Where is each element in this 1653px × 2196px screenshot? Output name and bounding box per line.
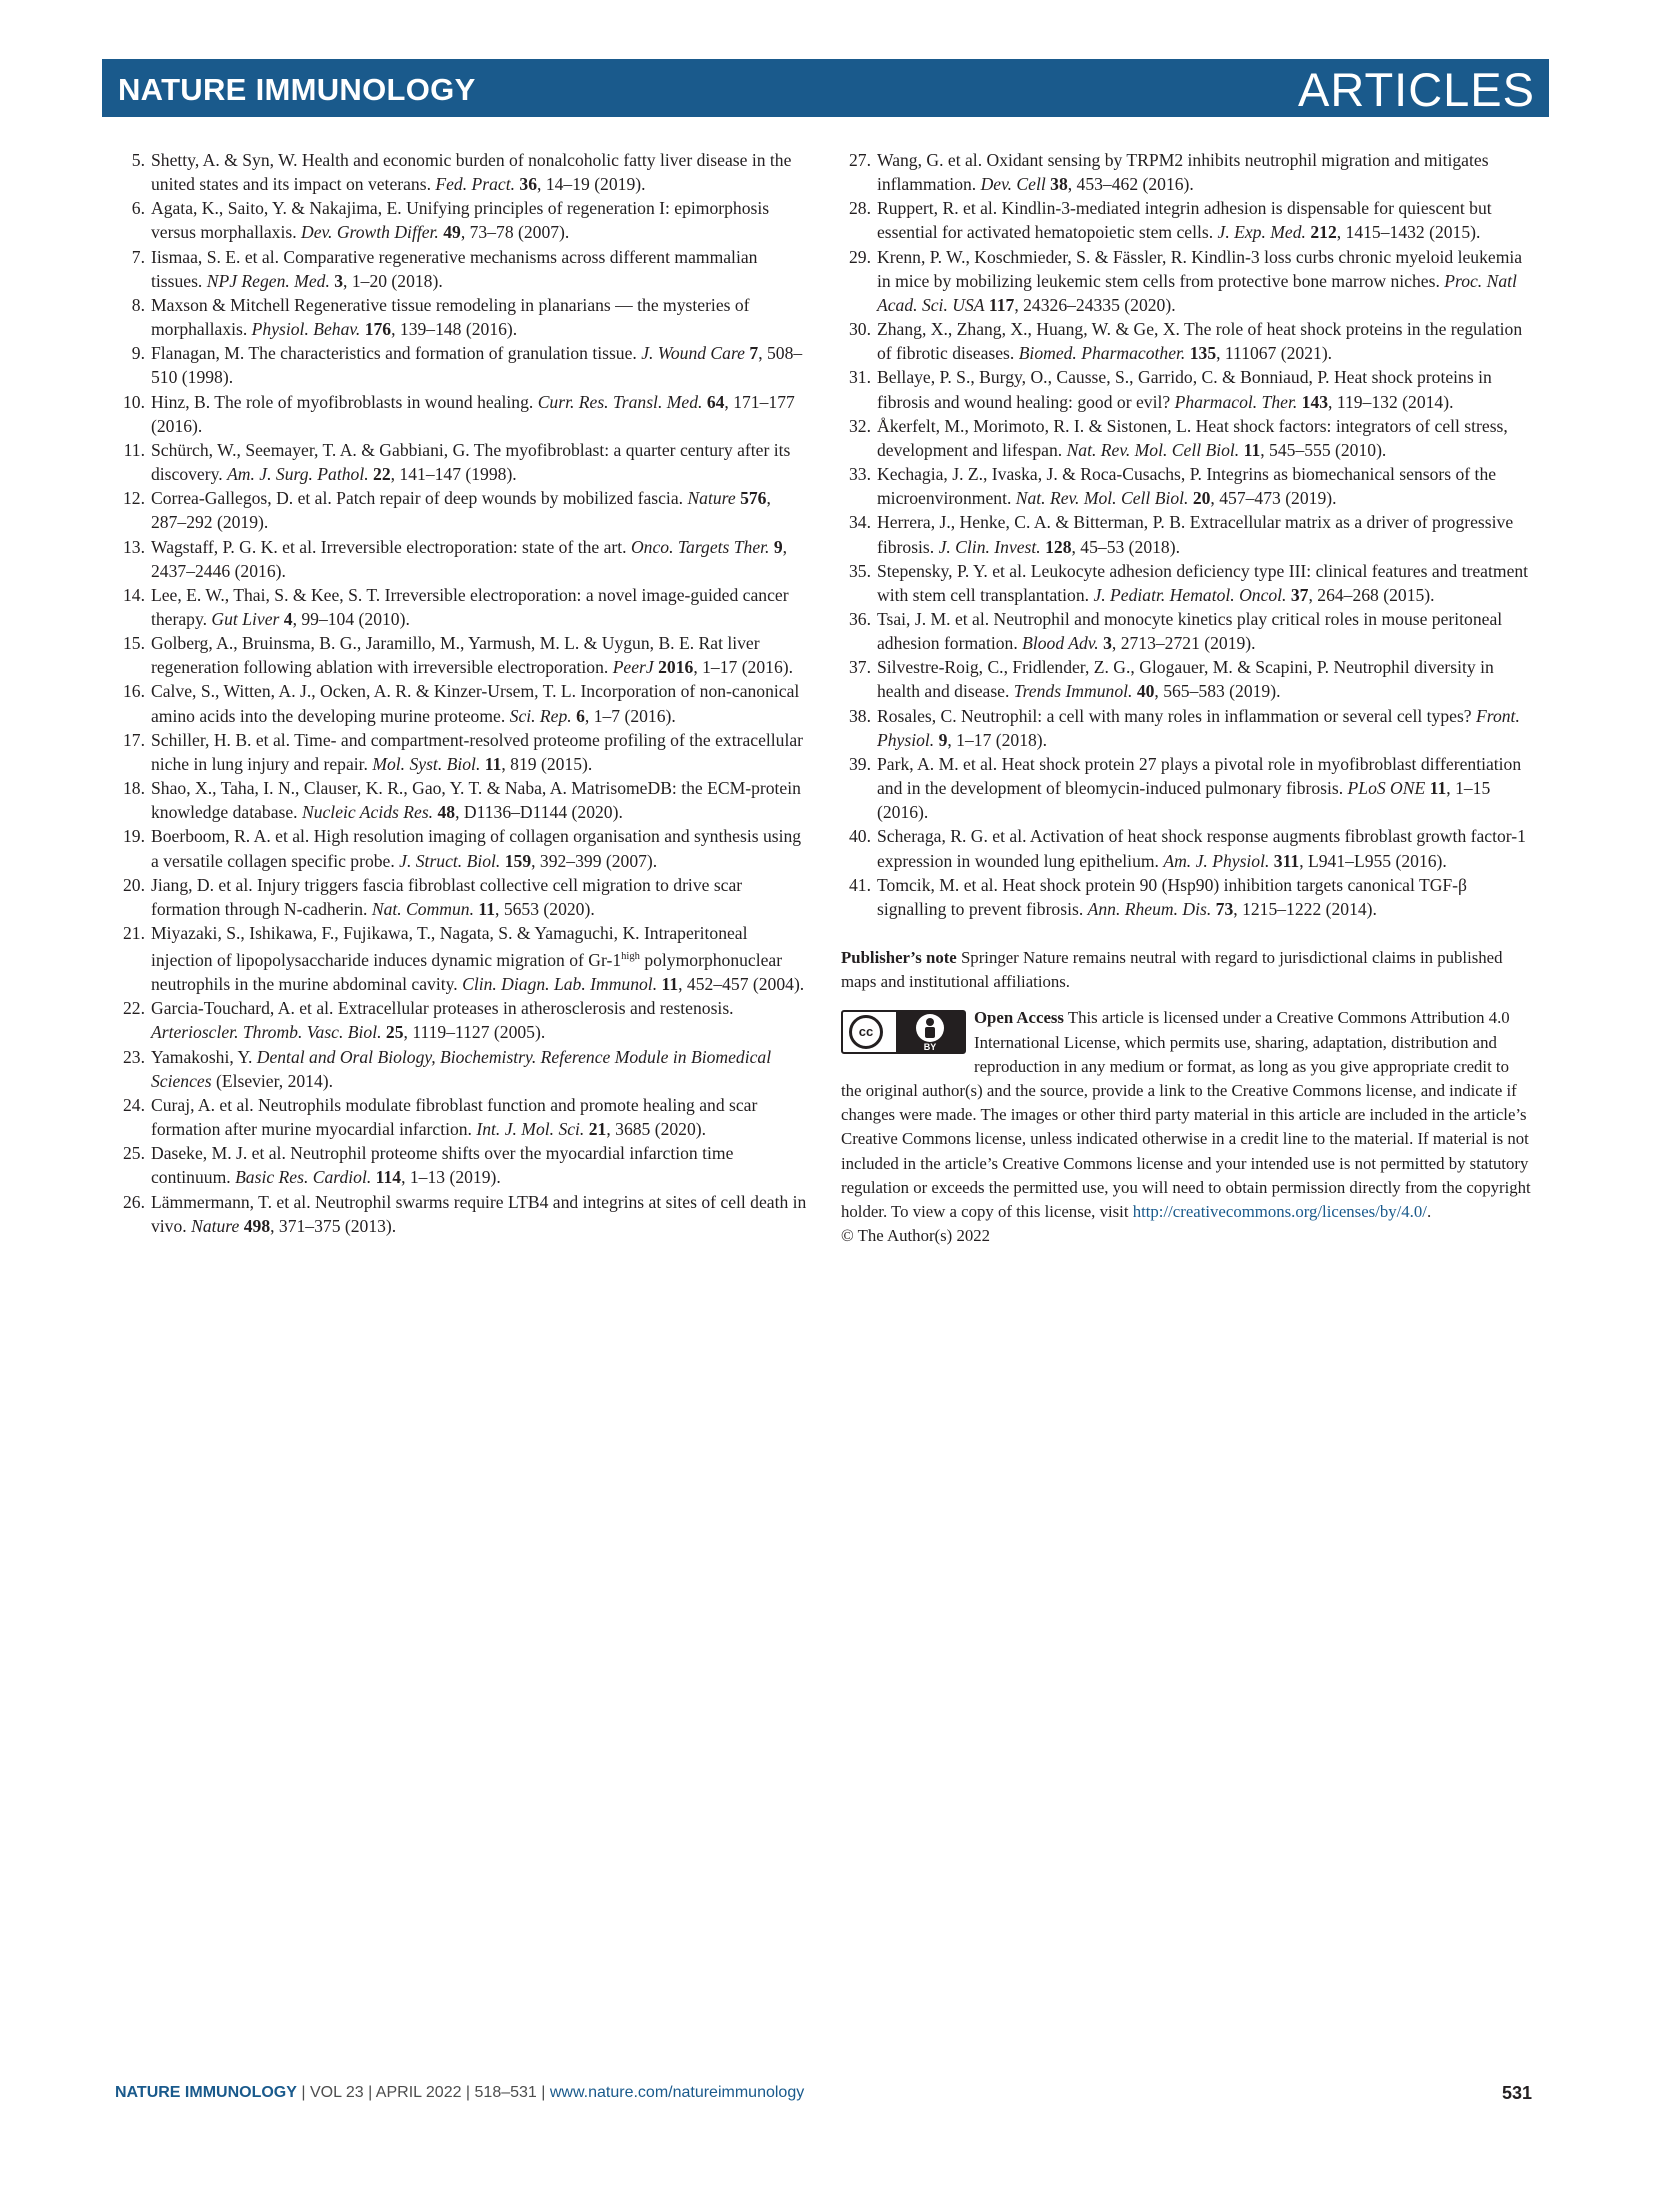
reference-text: Schürch, W., Seemayer, T. A. & Gabbiani, G. The myofibroblast: a quarter century after its discovery. Am. J. Surg. Pathol. 22, 141–147 (1998). bbox=[151, 439, 791, 485]
reference-item bbox=[841, 462, 1531, 510]
reference-text: Rosales, C. Neutrophil: a cell with many roles in inflammation or several cell types? Front. Physiol. 9, 1–17 (2018). bbox=[877, 705, 1520, 750]
reference-item bbox=[841, 704, 1531, 752]
reference-number: 16. bbox=[123, 681, 145, 702]
reference-item bbox=[115, 245, 807, 293]
reference-item bbox=[115, 631, 807, 679]
open-access-text: This article is licensed under a Creative Commons Attribution 4.0 International License, which permits use, sharing, adaptation, distribution and reproduction in any medium or format, as long as you give appropriate credit to the original author(s) and the source, provide a link to the Creative Commons license, and indicate if changes were made. The images or other third party material in this article are included in the article’s Creative Commons license, unless indicated otherwise in a credit line to the material. If material is not included in the article’s Creative Commons license and your intended use is not permitted by statutory regulation or exceeds the permitted use, you will need to obtain permission directly from the copyright holder. To view a copy of this license, visit bbox=[841, 1008, 1531, 1222]
reference-item bbox=[115, 1045, 807, 1093]
reference-number: 20. bbox=[123, 874, 145, 895]
reference-text: Tomcik, M. et al. Heat shock protein 90 (Hsp90) inhibition targets canonical TGF-β signalling to prevent fibrosis. Ann. Rheum. Dis. 73, 1215–1222 (2014). bbox=[877, 874, 1467, 919]
license-link-period: . bbox=[1426, 1202, 1432, 1222]
reference-number: 25. bbox=[123, 1143, 145, 1164]
by-icon bbox=[896, 1012, 964, 1052]
reference-text: Krenn, P. W., Koschmieder, S. & Fässler, R. Kindlin-3 loss curbs chronic myeloid leukemia in mice by mobilizing leukemic stem cells from protective bone marrow niches. Proc. Natl Acad. Sci. USA 117, 24326–24335 (2020). bbox=[877, 246, 1523, 315]
reference-item bbox=[115, 776, 807, 824]
reference-item bbox=[115, 486, 807, 534]
reference-item bbox=[841, 752, 1531, 824]
reference-text: Tsai, J. M. et al. Neutrophil and monocyte kinetics play critical roles in mouse peritoneal adhesion formation. Blood Adv. 3, 2713–2721 (2019). bbox=[877, 608, 1503, 654]
reference-text: Zhang, X., Zhang, X., Huang, W. & Ge, X. The role of heat shock proteins in the regulation of fibrotic diseases. Biomed. Pharmacother. 135, 111067 (2021). bbox=[877, 319, 1523, 364]
reference-text: Golberg, A., Bruinsma, B. G., Jaramillo, M., Yarmush, M. L. & Uygun, B. E. Rat liver regeneration following ablation with irreversible electroporation. PeerJ 2016, 1–17 (2016). bbox=[151, 633, 793, 678]
reference-text: Ruppert, R. et al. Kindlin-3-mediated integrin adhesion is dispensable for quiescent but essential for activated hematopoietic stem cells. J. Exp. Med. 212, 1415–1432 (2015). bbox=[877, 198, 1492, 243]
reference-text: Lämmermann, T. et al. Neutrophil swarms require LTB4 and integrins at sites of cell death in vivo. Nature 498, 371–375 (2013). bbox=[151, 1191, 807, 1236]
reference-number: 8. bbox=[131, 294, 145, 315]
reference-item bbox=[841, 196, 1531, 244]
reference-number: 15. bbox=[123, 633, 145, 654]
journal-name: NATURE IMMUNOLOGY bbox=[118, 72, 476, 107]
reference-number: 12. bbox=[123, 488, 145, 509]
reference-text: Hinz, B. The role of myofibroblasts in wound healing. Curr. Res. Transl. Med. 64, 171–177 (2016). bbox=[151, 391, 795, 436]
reference-text: Garcia-Touchard, A. et al. Extracellular proteases in atherosclerosis and restenosis. Arterioscler. Thromb. Vasc. Biol. 25, 1119–1127 (2005). bbox=[151, 998, 734, 1043]
reference-text: Park, A. M. et al. Heat shock protein 27 plays a pivotal role in myofibroblast differentiation and in the development of bleomycin-induced pulmonary fibrosis. PLoS ONE 11, 1–15 (2016). bbox=[877, 753, 1522, 823]
reference-item bbox=[115, 679, 807, 727]
left-column bbox=[115, 148, 807, 1238]
reference-number: 5. bbox=[131, 150, 145, 170]
reference-text: Silvestre-Roig, C., Fridlender, Z. G., Glogauer, M. & Scapini, P. Neutrophil diversity in health and disease. Trends Immunol. 40, 565–583 (2019). bbox=[877, 657, 1494, 702]
reference-number: 14. bbox=[123, 584, 145, 605]
reference-text: Boerboom, R. A. et al. High resolution imaging of collagen organisation and synthesis using a versatile collagen specific probe. J. Struct. Biol. 159, 392–399 (2007). bbox=[151, 826, 802, 871]
reference-number: 6. bbox=[131, 198, 145, 219]
reference-number: 39. bbox=[849, 753, 871, 774]
reference-text: Wagstaff, P. G. K. et al. Irreversible electroporation: state of the art. Onco. Targets Ther. 9, 2437–2446 (2016). bbox=[151, 536, 788, 581]
reference-item bbox=[115, 535, 807, 583]
reference-item bbox=[115, 1190, 807, 1238]
reference-number: 26. bbox=[123, 1191, 145, 1212]
reference-number: 30. bbox=[849, 319, 871, 340]
reference-number: 38. bbox=[849, 705, 871, 726]
reference-text: Daseke, M. J. et al. Neutrophil proteome shifts over the myocardial infarction time continuum. Basic Res. Cardiol. 114, 1–13 (2019). bbox=[151, 1143, 734, 1188]
reference-number: 31. bbox=[849, 367, 871, 388]
reference-item bbox=[841, 148, 1531, 196]
by-label: BY bbox=[923, 1042, 937, 1053]
attribution-person-icon bbox=[916, 1014, 944, 1042]
reference-text: Calve, S., Witten, A. J., Ocken, A. R. & Kinzer-Ursem, T. L. Incorporation of non-canonical amino acids into the developing murine proteome. Sci. Rep. 6, 1–7 (2016). bbox=[151, 681, 800, 726]
reference-number: 18. bbox=[123, 778, 145, 799]
reference-item bbox=[115, 1141, 807, 1189]
reference-text: Correa-Gallegos, D. et al. Patch repair of deep wounds by mobilized fascia. Nature 576, 287–292 (2019). bbox=[151, 488, 771, 533]
reference-number: 7. bbox=[131, 246, 145, 267]
reference-item bbox=[115, 996, 807, 1044]
reference-number: 29. bbox=[849, 246, 871, 267]
reference-item bbox=[841, 414, 1531, 462]
reference-item bbox=[841, 607, 1531, 655]
license-link[interactable]: http://creativecommons.org/licenses/by/4.0/ bbox=[1132, 1202, 1427, 1222]
reference-text: Schiller, H. B. et al. Time- and compartment-resolved proteome profiling of the extracellular niche in lung injury and repair. Mol. Syst. Biol. 11, 819 (2015). bbox=[151, 729, 804, 774]
reference-number: 34. bbox=[849, 512, 871, 533]
reference-item bbox=[115, 824, 807, 872]
reference-text: Åkerfelt, M., Morimoto, R. I. & Sistonen, L. Heat shock factors: integrators of cell stress, development and lifespan. Nat. Rev. Mol. Cell Biol. 11, 545–555 (2010). bbox=[877, 415, 1508, 460]
reference-item bbox=[841, 655, 1531, 703]
reference-number: 11. bbox=[123, 439, 145, 460]
reference-item bbox=[115, 921, 807, 996]
reference-list-right bbox=[841, 148, 1531, 921]
footer-issue: | VOL 23 | APRIL 2022 | 518–531 | bbox=[296, 2084, 550, 2101]
reference-item bbox=[115, 1093, 807, 1141]
reference-text: Miyazaki, S., Ishikawa, F., Fujikawa, T., Nagata, S. & Yamaguchi, K. Intraperitoneal injection of lipopolysaccharide induces dynamic migration of $Gr-1^{high}$ polymorphonuclear neutrophils in the murine abdominal cavity. Clin. Diagn. Lab. Immunol. 11, 452–457 (2004). bbox=[151, 923, 805, 995]
reference-number: 23. bbox=[123, 1046, 145, 1067]
reference-text: Flanagan, M. The characteristics and formation of granulation tissue. J. Wound Care 7, 508–510 (1998). bbox=[151, 343, 803, 388]
reference-number: 13. bbox=[123, 536, 145, 557]
reference-item bbox=[841, 824, 1531, 872]
cc-by-license-badge[interactable] bbox=[841, 1010, 966, 1054]
reference-item bbox=[115, 728, 807, 776]
reference-text: Jiang, D. et al. Injury triggers fascia fibroblast collective cell migration to drive scar formation through N-cadherin. Nat. Commun. 11, 5653 (2020). bbox=[151, 874, 743, 919]
reference-text: Shao, X., Taha, I. N., Clauser, K. R., Gao, Y. T. & Naba, A. MatrisomeDB: the ECM-protein knowledge database. Nucleic Acids Res. 48, D1136–D1144 (2020). bbox=[151, 778, 801, 823]
reference-item bbox=[115, 438, 807, 486]
reference-text: Agata, K., Saito, Y. & Nakajima, E. Unifying principles of regeneration I: epimorphosis versus morphallaxis. Dev. Growth Differ. 49, 73–78 (2007). bbox=[151, 198, 770, 243]
reference-text: Stepensky, P. Y. et al. Leukocyte adhesion deficiency type III: clinical features and treatment with stem cell transplantation. J. Pediatr. Hematol. Oncol. 37, 264–268 (2015). bbox=[877, 560, 1529, 605]
reference-text: Iismaa, S. E. et al. Comparative regenerative mechanisms across different mammalian tissues. NPJ Regen. Med. 3, 1–20 (2018). bbox=[151, 246, 758, 291]
reference-number: 24. bbox=[123, 1094, 145, 1115]
reference-number: 17. bbox=[123, 729, 145, 750]
reference-text: Herrera, J., Henke, C. A. & Bitterman, P. B. Extracellular matrix as a driver of progressive fibrosis. J. Clin. Invest. 128, 45–53 (2018). bbox=[877, 512, 1514, 557]
reference-text: Maxson & Mitchell Regenerative tissue remodeling in planarians — the mysteries of morphallaxis. Physiol. Behav. 176, 139–148 (2016). bbox=[151, 294, 750, 340]
reference-number: 37. bbox=[849, 657, 871, 678]
reference-number: 35. bbox=[849, 560, 871, 581]
reference-number: 36. bbox=[849, 608, 871, 629]
page-footer bbox=[115, 2084, 1550, 2102]
reference-item bbox=[115, 390, 807, 438]
section-label: ARTICLES bbox=[1298, 63, 1535, 116]
reference-number: 28. bbox=[849, 198, 871, 219]
footer-journal: NATURE IMMUNOLOGY bbox=[115, 2084, 297, 2101]
reference-list-left bbox=[115, 148, 807, 1238]
reference-number: 21. bbox=[123, 923, 145, 943]
reference-item bbox=[115, 873, 807, 921]
reference-item bbox=[115, 583, 807, 631]
reference-text: Curaj, A. et al. Neutrophils modulate fibroblast function and promote healing and scar formation after murine myocardial infarction. Int. J. Mol. Sci. 21, 3685 (2020). bbox=[151, 1094, 758, 1140]
reference-item bbox=[841, 317, 1531, 365]
publisher-note-text: Springer Nature remains neutral with regard to jurisdictional claims in published maps and institutional affiliations. bbox=[841, 948, 1503, 992]
reference-number: 41. bbox=[849, 874, 871, 895]
copyright: © The Author(s) 2022 bbox=[841, 1226, 991, 1246]
reference-item bbox=[841, 365, 1531, 413]
reference-text: Wang, G. et al. Oxidant sensing by TRPM2 inhibits neutrophil migration and mitigates inflammation. Dev. Cell 38, 453–462 (2016). bbox=[877, 150, 1489, 195]
reference-item bbox=[841, 873, 1531, 921]
reference-number: 27. bbox=[849, 150, 871, 170]
open-access-lead: Open Access bbox=[974, 1008, 1064, 1028]
reference-item bbox=[115, 148, 807, 196]
reference-number: 40. bbox=[849, 826, 871, 847]
reference-item bbox=[841, 245, 1531, 317]
footer-url-link[interactable]: www.nature.com/natureimmunology bbox=[549, 2084, 805, 2101]
reference-item bbox=[115, 341, 807, 389]
reference-item bbox=[115, 293, 807, 341]
reference-number: 32. bbox=[849, 415, 871, 436]
reference-text: Lee, E. W., Thai, S. & Kee, S. T. Irreversible electroporation: a novel image-guided cancer therapy. Gut Liver 4, 99–104 (2010). bbox=[151, 584, 789, 629]
reference-number: 9. bbox=[131, 343, 145, 364]
journal-header-bar bbox=[102, 59, 1549, 117]
reference-item bbox=[841, 559, 1531, 607]
publisher-note-lead: Publisher’s note bbox=[841, 948, 957, 967]
reference-text: Shetty, A. & Syn, W. Health and economic burden of nonalcoholic fatty liver disease in the united states and its impact on veterans. Fed. Pract. 36, 14–19 (2019). bbox=[151, 150, 792, 195]
cc-icon: cc bbox=[849, 1015, 883, 1049]
publisher-note bbox=[841, 946, 1531, 994]
reference-number: 22. bbox=[123, 998, 145, 1019]
reference-number: 33. bbox=[849, 464, 871, 485]
reference-text: Kechagia, J. Z., Ivaska, J. & Roca-Cusachs, P. Integrins as biomechanical sensors of the microenvironment. Nat. Rev. Mol. Cell Biol. 20, 457–473 (2019). bbox=[877, 464, 1497, 509]
page-number: 531 bbox=[1501, 2083, 1532, 2103]
right-column bbox=[841, 148, 1531, 1248]
open-access-block bbox=[841, 1006, 1531, 1224]
reference-number: 10. bbox=[123, 391, 145, 412]
reference-number: 19. bbox=[123, 826, 145, 847]
reference-text: Yamakoshi, Y. Dental and Oral Biology, Biochemistry. Reference Module in Biomedical Sciences (Elsevier, 2014). bbox=[151, 1046, 772, 1091]
reference-text: Scheraga, R. G. et al. Activation of heat shock response augments fibroblast growth factor-1 expression in wounded lung epithelium. Am. J. Physiol. 311, L941–L955 (2016). bbox=[877, 826, 1526, 871]
reference-item bbox=[841, 510, 1531, 558]
reference-text: Bellaye, P. S., Burgy, O., Causse, S., Garrido, C. & Bonniaud, P. Heat shock proteins in fibrosis and wound healing: good or evil? Pharmacol. Ther. 143, 119–132 (2014). bbox=[877, 367, 1492, 412]
reference-item bbox=[115, 196, 807, 244]
